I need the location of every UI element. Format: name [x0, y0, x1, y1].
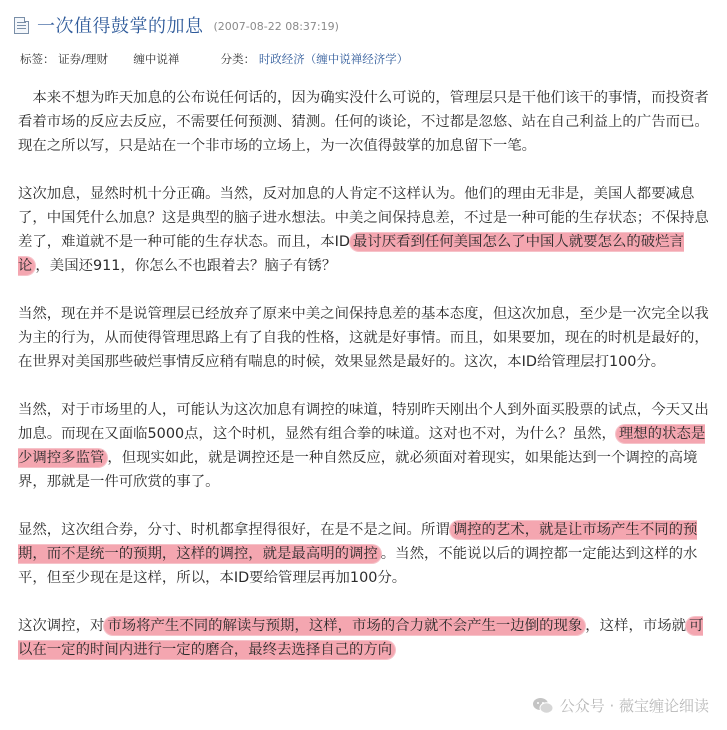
post-header: [14, 10, 339, 40]
paragraph-text: ，但现实如此，就是调控还是一种自然反应，就必须面对着现实，如果能达到一个调控的高境界，那就是一件可欣赏的事了。: [18, 450, 698, 490]
highlighted-text: 理想的状态是少调控多监管: [18, 426, 706, 466]
highlighted-text: 市场将产生不同的解读与预期，这样，市场的合力就不会产生一边倒的现象: [104, 617, 585, 635]
document-icon: [14, 17, 29, 34]
paragraph-text: 。当然，不能说以后的调控都一定能达到这样的水平，但至少现在是这样，所以，本ID要给管理层再加100分。: [18, 546, 698, 586]
paragraph-text: ，美国还911，你怎么不也跟着去？脑子有锈？: [35, 258, 337, 274]
watermark-text: 公众号 · 薇宝缠论细读: [559, 697, 709, 715]
highlighted-text: 调控的艺术，就是让市场产生不同的预期，而不是统一的预期，这样的调控，就是最高明的调控: [18, 522, 698, 562]
watermark: [532, 695, 709, 716]
paragraph: [18, 398, 710, 494]
paragraph: [18, 302, 710, 374]
paragraph-text: 当然，对于市场里的人，可能认为这次加息有调控的味道，特别昨天刚出个人到外面买股票的试点，今天又出加息。而现在又面临5000点，这个时机，显然有组合拳的味道。这对也不对，为什么？虽然，: [18, 402, 709, 442]
paragraph-text: ，这样，市场就: [585, 618, 687, 634]
paragraph: [18, 614, 710, 662]
paragraph: [18, 182, 710, 278]
tag-link-finance[interactable]: 证券/理财: [58, 52, 109, 66]
category-link[interactable]: 时政经济（缠中说禅经济学）: [258, 52, 409, 66]
post-body: [18, 86, 710, 686]
paragraph-text: 这次调控，对: [18, 618, 105, 634]
post-timestamp: (2007-08-22 08:37:19): [213, 20, 339, 33]
paragraph-text: 当然，现在并不是说管理层已经放弃了原来中美之间保持息差的基本态度，但这次加息，至少是一次完全以我为主的行为，从而使得管理思路上有了自我的性格，这就是好事情。而且，如果要加，现在的时机是最好的，在世界对美国那些破烂事情反应稍有喘息的时候，效果显然是最好的。这次，本ID给管理层打100分。: [18, 306, 709, 370]
post-title[interactable]: 一次值得鼓掌的加息: [37, 16, 204, 37]
tag-link-chanzhong[interactable]: 缠中说禅: [133, 52, 180, 66]
paragraph: [18, 86, 710, 158]
paragraph-text: 本来不想为昨天加息的公布说任何话的，因为确实没什么可说的，管理层只是干他们该干的事情，而投资者看着市场的反应去反应，不需要任何预测、猜测。任何的谈论，不过都是忽悠、站在自己利益上的广告而已。现在之所以写，只是站在一个非市场的立场上，为一次值得鼓掌的加息留下一笔。: [18, 90, 709, 154]
category-label: 分类：: [220, 52, 256, 66]
highlighted-text: 可以在一定的时间内进行一定的磨合，最终去选择自己的方向: [18, 618, 704, 658]
post-meta: [20, 51, 408, 67]
highlighted-text: 最讨厌看到任何美国怎么了中国人就要怎么的破烂言论: [18, 234, 684, 274]
paragraph-text: 显然，这次组合券，分寸、时机都拿捏得很好，在是不是之间。所谓: [18, 522, 450, 538]
wechat-icon: [532, 697, 554, 715]
paragraph-text: 这次加息，显然时机十分正确。当然，反对加息的人肯定不这样认为。他们的理由无非是，美国人都要减息了，中国凭什么加息？这是典型的脑子进水想法。中美之间保持息差，不过是一种可能的生存状态；不保持息差了，难道就不是一种可能的生存状态。而且，本ID: [18, 186, 709, 250]
tags-label: 标签：: [20, 52, 55, 66]
paragraph: [18, 518, 710, 590]
